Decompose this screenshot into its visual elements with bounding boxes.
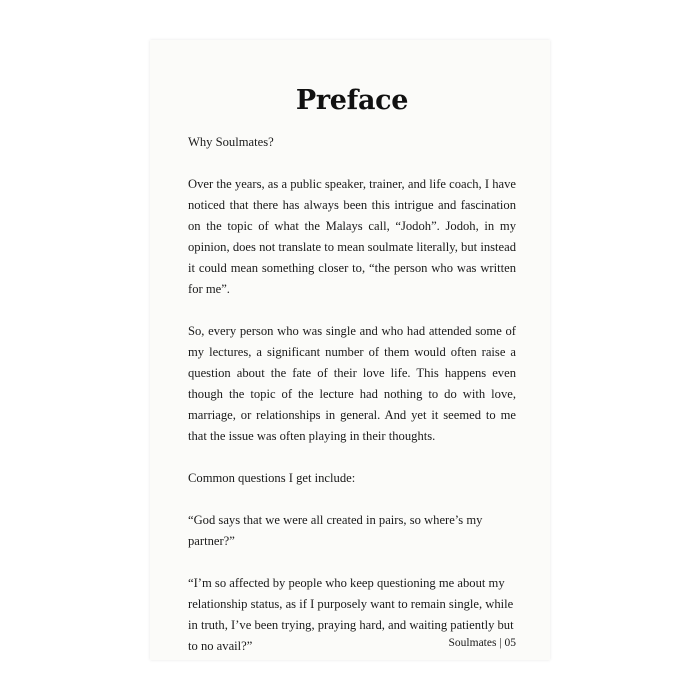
page-content [188,84,516,678]
quote-partner: “God says that we were all created in pairs, so where’s my partner?” [188,513,483,548]
paragraph-single-people: So, every person who was single and who had attended some of my lectures, a significant number of them would often raise a question about the fate of their love life. This happens even though the topic of the lecture had nothing to do with love, marriage, or relationships in general. And yet it seemed to me that the issue was often playing in their thoughts. [188,324,516,443]
paragraph-why-soulmates: Why Soulmates? [188,135,274,149]
quote-relationship-status: “I’m so affected by people who keep questioning me about my relationship status, as if I purposely want to remain single, while in truth, I’ve been trying, praying hard, and waiting patiently but to no avail?” [188,576,514,653]
paragraph-common-questions: Common questions I get include: [188,471,356,485]
page-title: Preface [295,85,409,116]
page-footer: Soulmates | 05 [448,637,516,649]
paragraph-intro: Over the years, as a public speaker, trainer, and life coach, I have noticed that there has always been this intrigue and fascination on the topic of what the Malays call, “Jodoh”. Jodoh, in my opinion, does not translate to mean soulmate literally, but instead it could mean something closer to, “the person who was written for me”. [188,177,516,296]
